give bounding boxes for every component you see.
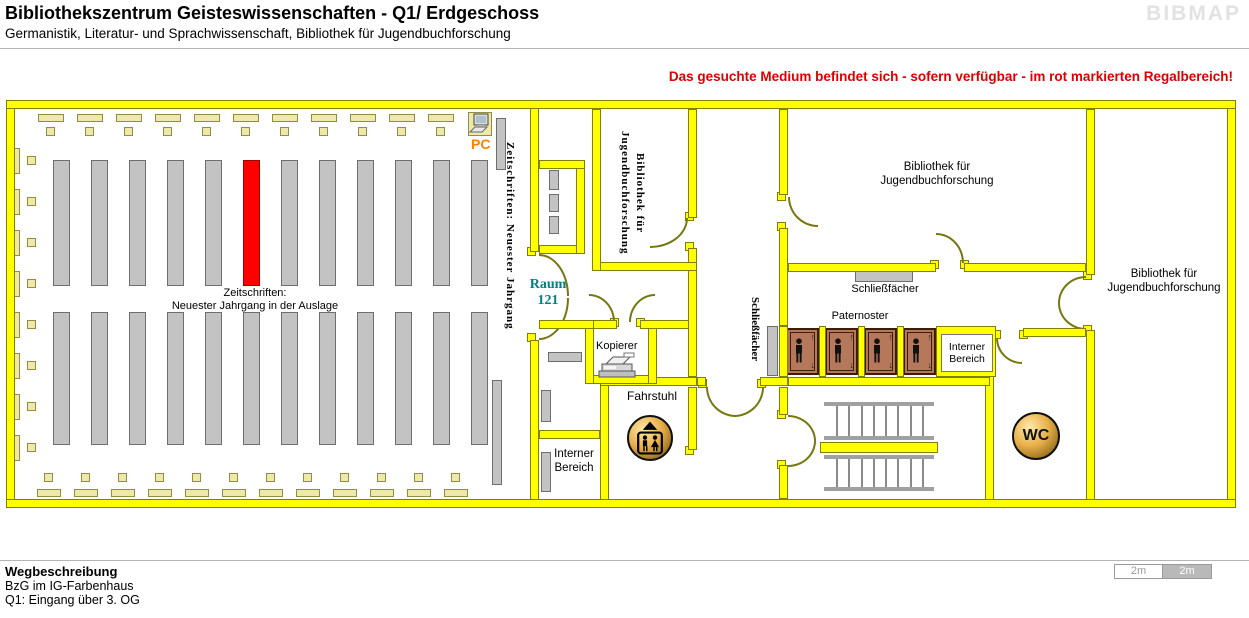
reading-table bbox=[311, 114, 337, 122]
reading-table bbox=[350, 114, 376, 122]
door-arc bbox=[788, 197, 818, 227]
jugendbuch-room-label-right: Bibliothek für Jugendbuchforschung bbox=[1107, 268, 1221, 294]
elevator-label: Fahrstuhl bbox=[626, 389, 678, 403]
book-shelf bbox=[471, 160, 488, 286]
chair bbox=[118, 473, 127, 482]
wall bbox=[6, 100, 15, 508]
lockers-label-top: Schließfächer bbox=[851, 283, 919, 295]
reading-table bbox=[148, 489, 172, 497]
chair bbox=[27, 197, 36, 206]
stair-tread bbox=[848, 459, 850, 487]
door-arc bbox=[629, 294, 655, 322]
stair-tread bbox=[873, 459, 875, 487]
chair bbox=[46, 127, 55, 136]
wall bbox=[788, 263, 936, 272]
chair bbox=[202, 127, 211, 136]
highlight-notice: Das gesuchte Medium befindet sich - sofern verfügbar - im rot markierten Regalbereich! bbox=[668, 69, 1233, 84]
wall bbox=[779, 387, 788, 415]
book-shelf bbox=[319, 160, 336, 286]
stair-tread bbox=[910, 406, 912, 436]
wall-shelf bbox=[548, 352, 582, 362]
chair bbox=[124, 127, 133, 136]
wall bbox=[760, 377, 788, 386]
reading-table bbox=[370, 489, 394, 497]
directions-heading: Wegbeschreibung bbox=[5, 564, 118, 579]
pc-table bbox=[468, 112, 492, 136]
wall-shelf bbox=[549, 216, 559, 234]
chair bbox=[229, 473, 238, 482]
stair-tread bbox=[910, 459, 912, 487]
door-arc bbox=[1058, 276, 1086, 303]
scale-segment-2: 2m bbox=[1163, 564, 1212, 579]
reading-table bbox=[233, 114, 259, 122]
wall-shelf bbox=[492, 380, 502, 485]
up-arrow: ↑ bbox=[927, 332, 932, 342]
chair bbox=[266, 473, 275, 482]
wall bbox=[688, 109, 697, 218]
book-shelf bbox=[91, 312, 108, 445]
elevator-icon bbox=[627, 415, 673, 461]
up-arrow: ↑ bbox=[888, 332, 893, 342]
wall bbox=[819, 326, 826, 377]
wall bbox=[820, 442, 938, 453]
wall bbox=[788, 377, 990, 386]
chair bbox=[27, 443, 36, 452]
chair bbox=[27, 361, 36, 370]
down-arrow: ↓ bbox=[927, 360, 932, 370]
red-target-shelf bbox=[243, 160, 260, 286]
chair bbox=[280, 127, 289, 136]
book-shelf bbox=[433, 312, 450, 445]
paternoster-cabin bbox=[825, 328, 858, 375]
chair bbox=[397, 127, 406, 136]
jugendbuch-room-label-vertical: Bibliothek für Jugendbuchforschung bbox=[619, 131, 646, 255]
chair bbox=[85, 127, 94, 136]
wall bbox=[585, 320, 594, 384]
wall bbox=[530, 340, 539, 508]
pc-label: PC bbox=[471, 136, 491, 152]
chair bbox=[27, 402, 36, 411]
chair bbox=[319, 127, 328, 136]
door-arc bbox=[996, 338, 1022, 364]
door-arc bbox=[706, 387, 736, 417]
person-icon bbox=[910, 338, 922, 364]
wall-shelf bbox=[549, 194, 559, 212]
paternoster-cabin bbox=[786, 328, 819, 375]
stair-tread bbox=[861, 406, 863, 436]
reading-table bbox=[38, 114, 64, 122]
book-shelf bbox=[281, 160, 298, 286]
scale-segment-1: 2m bbox=[1114, 564, 1163, 579]
door-arc bbox=[734, 387, 764, 417]
chair bbox=[192, 473, 201, 482]
stair-tread bbox=[922, 459, 924, 487]
chair bbox=[303, 473, 312, 482]
reading-table bbox=[407, 489, 431, 497]
down-arrow: ↓ bbox=[849, 360, 854, 370]
wall bbox=[648, 320, 657, 384]
stair-tread bbox=[836, 406, 838, 436]
wall bbox=[600, 377, 609, 508]
book-shelf bbox=[243, 312, 260, 445]
wall-shelf bbox=[541, 390, 551, 422]
up-arrow: ↑ bbox=[810, 332, 815, 342]
bibmap-logo: BIBMAP bbox=[1146, 2, 1241, 25]
chair bbox=[451, 473, 460, 482]
chair bbox=[414, 473, 423, 482]
wc-icon: WC bbox=[1012, 412, 1060, 460]
wall bbox=[539, 160, 585, 169]
book-shelf bbox=[129, 160, 146, 286]
scale-bar bbox=[1114, 564, 1212, 579]
wall bbox=[539, 430, 600, 439]
stair-flight bbox=[824, 402, 934, 440]
chair bbox=[358, 127, 367, 136]
chair bbox=[163, 127, 172, 136]
up-arrow: ↑ bbox=[849, 332, 854, 342]
wall-shelf bbox=[549, 170, 559, 190]
reading-table bbox=[222, 489, 246, 497]
stair-tread bbox=[885, 459, 887, 487]
pc-icon bbox=[469, 113, 491, 135]
wall bbox=[858, 326, 865, 377]
reading-table bbox=[333, 489, 357, 497]
jugendbuch-room-label-top: Bibliothek für Jugendbuchforschung bbox=[880, 161, 994, 187]
down-arrow: ↓ bbox=[888, 360, 893, 370]
person-icon bbox=[832, 338, 844, 364]
chair bbox=[44, 473, 53, 482]
internal-area-box: Interner Bereich bbox=[941, 334, 993, 372]
reading-table bbox=[296, 489, 320, 497]
wall bbox=[779, 326, 788, 377]
stair-tread bbox=[836, 459, 838, 487]
down-arrow: ↓ bbox=[810, 360, 815, 370]
stair-tread bbox=[897, 459, 899, 487]
reading-table bbox=[116, 114, 142, 122]
wall bbox=[1227, 100, 1236, 508]
stair-tread bbox=[873, 406, 875, 436]
book-shelf bbox=[205, 160, 222, 286]
chair bbox=[155, 473, 164, 482]
footer-divider bbox=[0, 560, 1249, 561]
book-shelf bbox=[395, 312, 412, 445]
chair bbox=[27, 320, 36, 329]
reading-table bbox=[428, 114, 454, 122]
book-shelf bbox=[53, 312, 70, 445]
directions-line2: Q1: Eingang über 3. OG bbox=[5, 593, 140, 607]
book-shelf bbox=[281, 312, 298, 445]
book-shelf bbox=[433, 160, 450, 286]
stair-tread bbox=[848, 406, 850, 436]
book-shelf bbox=[395, 160, 412, 286]
chair bbox=[241, 127, 250, 136]
internal-area-label-left: Interner Bereich bbox=[554, 448, 594, 474]
reading-table bbox=[272, 114, 298, 122]
door-arc bbox=[1058, 303, 1086, 330]
wall bbox=[1086, 330, 1095, 508]
chair bbox=[27, 279, 36, 288]
person-icon bbox=[871, 338, 883, 364]
wall bbox=[6, 100, 1236, 109]
book-shelf bbox=[91, 160, 108, 286]
person-icon bbox=[793, 338, 805, 364]
page-title: Bibliothekszentrum Geisteswissenschaften - Q1/ Erdgeschoss bbox=[5, 3, 540, 23]
directions-line1: BzG im IG-Farbenhaus bbox=[5, 579, 134, 593]
wall bbox=[779, 228, 788, 326]
paternoster-cabin bbox=[864, 328, 897, 375]
reading-table bbox=[259, 489, 283, 497]
room-121-label: Raum 121 bbox=[529, 277, 567, 308]
chair bbox=[27, 156, 36, 165]
wall bbox=[779, 109, 788, 195]
reading-table bbox=[155, 114, 181, 122]
stair-tread bbox=[861, 459, 863, 487]
stair-tread bbox=[922, 406, 924, 436]
header-divider bbox=[0, 48, 1249, 49]
book-shelf bbox=[357, 312, 374, 445]
book-shelf bbox=[53, 160, 70, 286]
chair bbox=[340, 473, 349, 482]
door-arc bbox=[788, 415, 816, 441]
reading-table bbox=[194, 114, 220, 122]
wall-shelf bbox=[767, 326, 778, 376]
chair bbox=[377, 473, 386, 482]
wall bbox=[1086, 109, 1095, 275]
reading-table bbox=[389, 114, 415, 122]
page-subtitle: Germanistik, Literatur- und Sprachwissenschaft, Bibliothek für Jugendbuchforschung bbox=[5, 26, 511, 41]
book-shelf bbox=[471, 312, 488, 445]
stair-flight bbox=[824, 455, 934, 491]
lockers-label-vertical: Schließfächer bbox=[749, 297, 761, 362]
wall bbox=[592, 109, 601, 271]
wall bbox=[576, 160, 585, 254]
chair bbox=[27, 238, 36, 247]
wall bbox=[539, 320, 594, 329]
chair bbox=[81, 473, 90, 482]
wall bbox=[897, 326, 904, 377]
reading-table bbox=[185, 489, 209, 497]
paternoster-cabin bbox=[903, 328, 936, 375]
wall bbox=[530, 100, 539, 252]
reading-table bbox=[444, 489, 468, 497]
stair-tread bbox=[897, 406, 899, 436]
reading-table bbox=[37, 489, 61, 497]
book-shelf bbox=[205, 312, 222, 445]
wall bbox=[964, 263, 1086, 272]
reading-table bbox=[111, 489, 135, 497]
book-shelf bbox=[319, 312, 336, 445]
copier-icon bbox=[597, 351, 639, 383]
door-arc bbox=[788, 441, 816, 467]
book-shelf bbox=[129, 312, 146, 445]
wall bbox=[779, 465, 788, 499]
periodicals-display-label: Zeitschriften: Neuester Jahrgang in der Auslage bbox=[171, 287, 339, 312]
book-shelf bbox=[167, 160, 184, 286]
chair bbox=[436, 127, 445, 136]
book-shelf bbox=[167, 312, 184, 445]
wall-shelf bbox=[855, 271, 913, 282]
reading-table bbox=[77, 114, 103, 122]
door-arc bbox=[589, 294, 615, 322]
stair-tread bbox=[885, 406, 887, 436]
book-shelf bbox=[357, 160, 374, 286]
door-arc bbox=[936, 233, 964, 263]
paternoster-label: Paternoster bbox=[831, 310, 889, 322]
periodicals-wall-label: Zeitschriften: Neuester Jahrgang bbox=[504, 142, 516, 330]
wall bbox=[697, 377, 706, 386]
reading-table bbox=[74, 489, 98, 497]
copier-label: Kopierer bbox=[596, 340, 638, 352]
door-arc bbox=[650, 218, 688, 248]
wall bbox=[1023, 328, 1086, 337]
wall bbox=[6, 499, 1236, 508]
